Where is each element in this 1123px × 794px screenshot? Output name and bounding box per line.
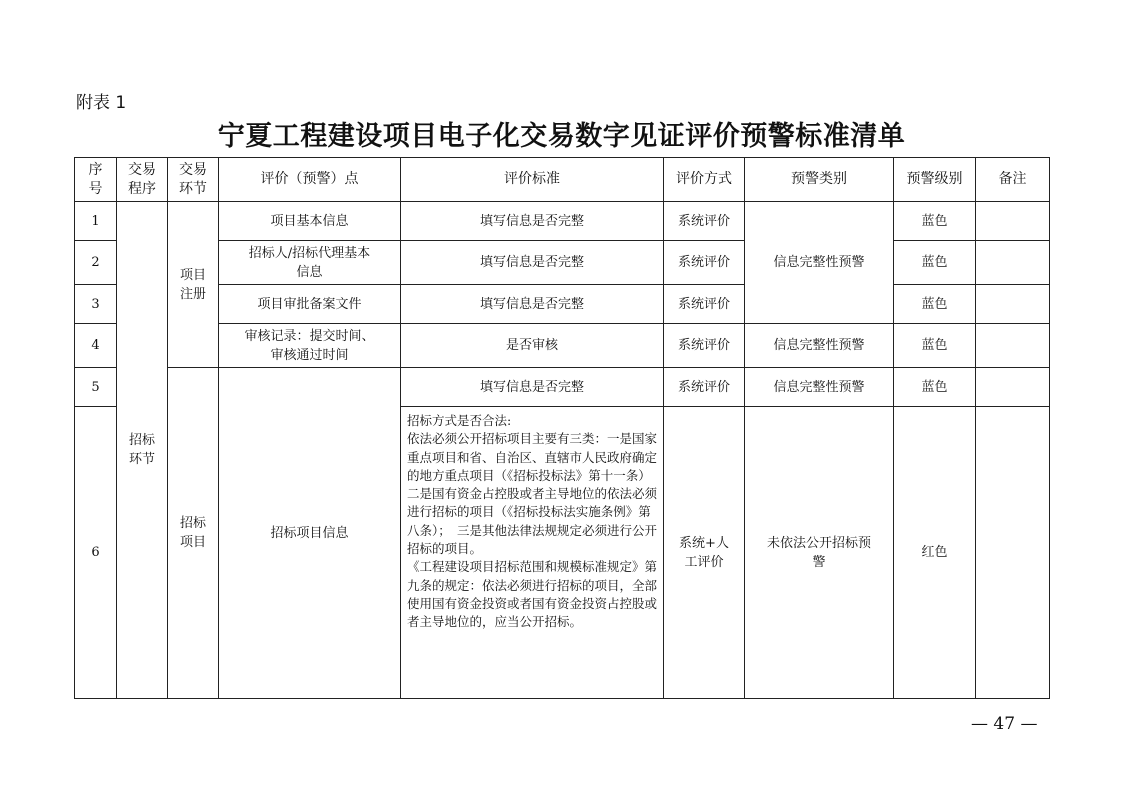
cell-warning-type: 信息完整性预警 — [745, 368, 894, 407]
cell-warning-type: 未依法公开招标预 警 — [745, 407, 894, 699]
cell-stage-project-registration: 项目 注册 — [168, 202, 219, 368]
header-seq: 序 号 — [75, 158, 117, 202]
cell-point: 招标人/招标代理基本 信息 — [219, 241, 401, 285]
cell-method: 系统评价 — [664, 368, 745, 407]
cell-warning-type: 信息完整性预警 — [745, 324, 894, 368]
document-title: 宁夏工程建设项目电子化交易数字见证评价预警标准清单 — [217, 121, 906, 152]
page-number: — 47 — — [971, 714, 1038, 734]
cell-remark — [976, 324, 1050, 368]
cell-warning-level: 蓝色 — [894, 324, 976, 368]
header-stage: 交易 环节 — [168, 158, 219, 202]
cell-remark — [976, 285, 1050, 324]
criteria-table — [74, 157, 1050, 699]
table-header-row — [75, 158, 1050, 202]
header-point: 评价（预警）点 — [219, 158, 401, 202]
cell-method: 系统评价 — [664, 324, 745, 368]
cell-point: 项目审批备案文件 — [219, 285, 401, 324]
header-method: 评价方式 — [664, 158, 745, 202]
header-warning-level: 预警级别 — [894, 158, 976, 202]
header-procedure: 交易 程序 — [117, 158, 168, 202]
cell-standard: 填写信息是否完整 — [401, 285, 664, 324]
header-standard: 评价标准 — [401, 158, 664, 202]
cell-method: 系统评价 — [664, 241, 745, 285]
cell-warning-level: 红色 — [894, 407, 976, 699]
cell-warning-level: 蓝色 — [894, 285, 976, 324]
cell-seq: 1 — [75, 202, 117, 241]
cell-remark — [976, 368, 1050, 407]
cell-seq: 3 — [75, 285, 117, 324]
appendix-label: 附表 1 — [76, 93, 127, 113]
cell-point: 招标项目信息 — [219, 368, 401, 699]
cell-method: 系统评价 — [664, 285, 745, 324]
cell-seq: 2 — [75, 241, 117, 285]
cell-stage-tender-project: 招标 项目 — [168, 368, 219, 699]
cell-procedure-group: 招标 环节 — [117, 202, 168, 699]
cell-remark — [976, 241, 1050, 285]
cell-method: 系统+人 工评价 — [664, 407, 745, 699]
cell-standard: 填写信息是否完整 — [401, 241, 664, 285]
table-row — [75, 241, 1050, 285]
cell-warning-level: 蓝色 — [894, 202, 976, 241]
cell-remark — [976, 202, 1050, 241]
header-remark: 备注 — [976, 158, 1050, 202]
table-row — [75, 368, 1050, 407]
table-row — [75, 285, 1050, 324]
table-row — [75, 202, 1050, 241]
cell-point: 项目基本信息 — [219, 202, 401, 241]
cell-seq: 5 — [75, 368, 117, 407]
cell-seq: 6 — [75, 407, 117, 699]
cell-standard: 是否审核 — [401, 324, 664, 368]
table-row — [75, 324, 1050, 368]
cell-standard: 填写信息是否完整 — [401, 202, 664, 241]
cell-warning-level: 蓝色 — [894, 241, 976, 285]
cell-seq: 4 — [75, 324, 117, 368]
header-warning-type: 预警类别 — [745, 158, 894, 202]
cell-method: 系统评价 — [664, 202, 745, 241]
cell-remark — [976, 407, 1050, 699]
cell-point: 审核记录：提交时间、 审核通过时间 — [219, 324, 401, 368]
cell-standard-legal-text: 招标方式是否合法: 依法必须公开招标项目主要有三类：一是国家重点项目和省、自治区、直辖市人民政府确定的地方重点项目（《招标投标法》第十一条） 二是国有资金占控股或者主导地位的依法必须进行招标的项目（《招标投标法实施条例》第八条）； 三是其他法律法规规定必须进行公开招标的项目。 《工程建设项目招标范围和规模标准规定》第九条的规定：依法必须进行招标的项目，全部使用国有资金投资或者国有资金投资占控股或者主导地位的，应当公开招标。 — [401, 407, 664, 699]
cell-warning-type: 信息完整性预警 — [745, 202, 894, 324]
cell-standard: 填写信息是否完整 — [401, 368, 664, 407]
cell-warning-level: 蓝色 — [894, 368, 976, 407]
